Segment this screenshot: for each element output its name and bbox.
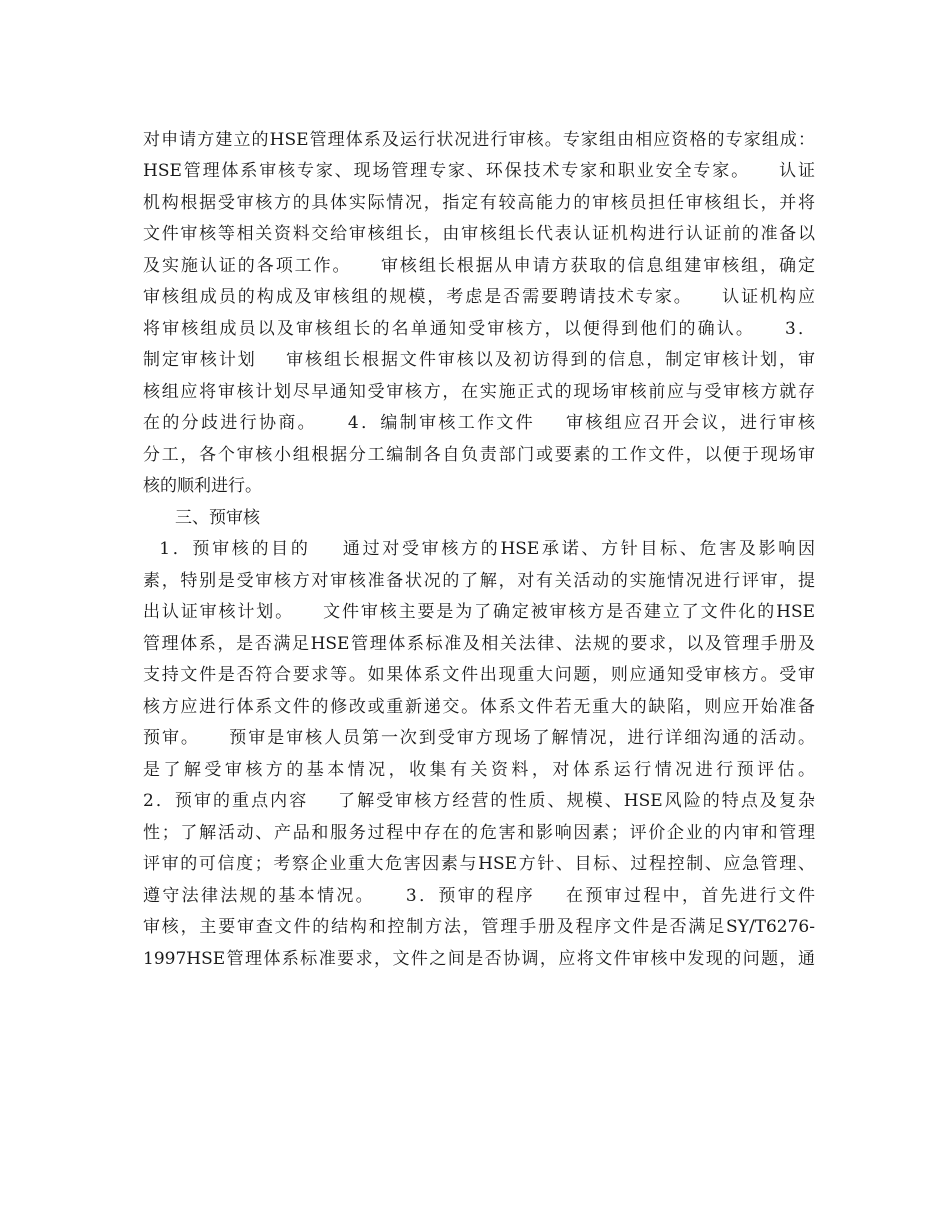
text-line: 及实施认证的各项工作。 审核组长根据从申请方获取的信息组建审核组，确定 bbox=[143, 256, 815, 276]
text-line: 将审核组成员以及审核组长的名单通知受审核方，以便得到他们的确认。 3． bbox=[143, 319, 815, 339]
text-line: 在的分歧进行协商。 4．编制审核工作文件 审核组应召开会议，进行审核 bbox=[143, 413, 815, 433]
text-line: 机构根据受审核方的具体实际情况，指定有较高能力的审核员担任审核组长，并将 bbox=[143, 193, 815, 213]
text-line: 文件审核等相关资料交给审核组长，由审核组长代表认证机构进行认证前的准备以 bbox=[143, 224, 815, 244]
text-line: 管理体系，是否满足HSE管理体系标准及相关法律、法规的要求，以及管理手册及 bbox=[143, 634, 815, 654]
text-line: 审核，主要审查文件的结构和控制方法，管理手册及程序文件是否满足SY/T6276- bbox=[143, 917, 815, 937]
text-line: 出认证审核计划。 文件审核主要是为了确定被审核方是否建立了文件化的HSE bbox=[143, 602, 815, 622]
text-line: 制定审核计划 审核组长根据文件审核以及初访得到的信息，制定审核计划，审 bbox=[143, 350, 815, 370]
text-line: HSE管理体系审核专家、现场管理专家、环保技术专家和职业安全专家。 认证 bbox=[143, 161, 815, 181]
text-line: 2．预审的重点内容 了解受审核方经营的性质、规模、HSE风险的特点及复杂 bbox=[143, 791, 815, 811]
text-line: 核组应将审核计划尽早通知受审核方，在实施正式的现场审核前应与受审核方就存 bbox=[143, 382, 815, 402]
text-line: 是了解受审核方的基本情况，收集有关资料，对体系运行情况进行预评估。 bbox=[143, 760, 815, 780]
text-line: 支持文件是否符合要求等。如果体系文件出现重大问题，则应通知受审核方。受审 bbox=[143, 665, 815, 685]
text-line: 评审的可信度；考察企业重大危害因素与HSE方针、目标、过程控制、应急管理、 bbox=[143, 854, 815, 874]
section-heading: 三、预审核 bbox=[175, 508, 260, 528]
text-line: 遵守法律法规的基本情况。 3．预审的程序 在预审过程中，首先进行文件 bbox=[143, 886, 815, 906]
text-line: 分工，各个审核小组根据分工编制各自负责部门或要素的工作文件，以便于现场审 bbox=[143, 445, 815, 465]
text-line: 核方应进行体系文件的修改或重新递交。体系文件若无重大的缺陷，则应开始准备 bbox=[143, 697, 815, 717]
text-line: 对申请方建立的HSE管理体系及运行状况进行审核。专家组由相应资格的专家组成： bbox=[143, 130, 815, 150]
text-line: 素，特别是受审核方对审核准备状况的了解，对有关活动的实施情况进行评审，提 bbox=[143, 571, 815, 591]
text-line: 审核组成员的构成及审核组的规模，考虑是否需要聘请技术专家。 认证机构应 bbox=[143, 287, 815, 307]
text-line: 核的顺利进行。 bbox=[143, 476, 262, 496]
text-line: 预审。 预审是审核人员第一次到受审方现场了解情况，进行详细沟通的活动。 bbox=[143, 728, 815, 748]
text-line: 1997HSE管理体系标准要求，文件之间是否协调，应将文件审核中发现的问题，通 bbox=[143, 949, 815, 969]
text-line: 性；了解活动、产品和服务过程中存在的危害和影响因素；评价企业的内审和管理 bbox=[143, 823, 815, 843]
text-line: 1．预审核的目的 通过对受审核方的HSE承诺、方针目标、危害及影响因 bbox=[143, 539, 815, 559]
